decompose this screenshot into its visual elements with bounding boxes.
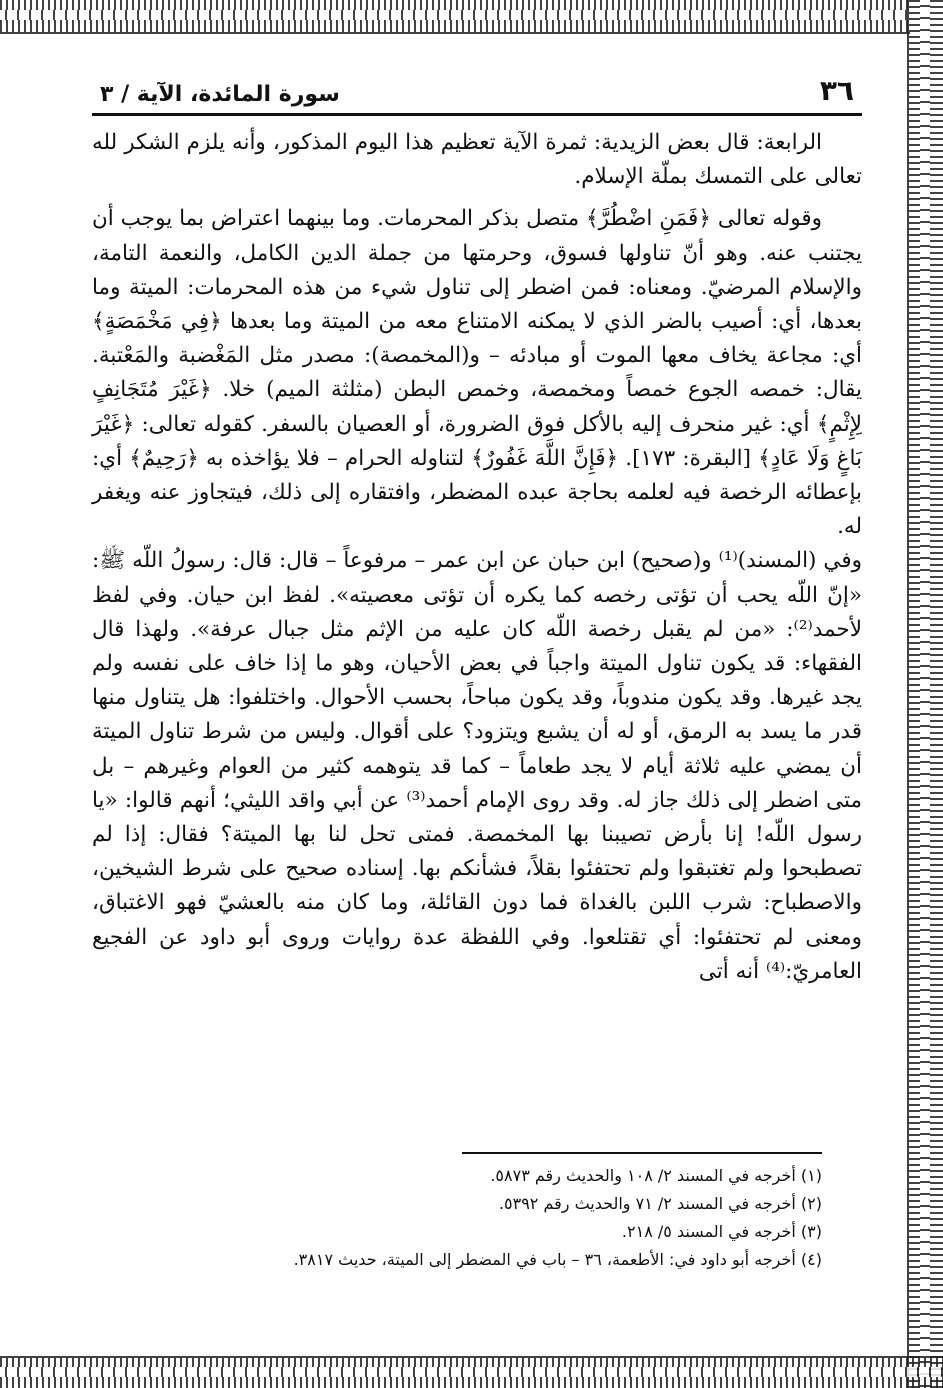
paragraph-2: وقوله تعالى ﴿فَمَنِ اضْطُرَّ﴾ متصل بذكر المحرمات. وما بينهما اعتراض بما يوجب أن يجتنب عنه. وهو أنّ تناولها فسوق، وحرمتها من جملة الدين الكامل، والنعمة التامة، والإسلام المرضيّ. ومعناه: فمن اضطر إلى تناول شيء من هذه المحرمات: الميتة وما بعدها، أي: أصيب بالضر الذي لا يمكنه الامتناع معه من الميتة وما بعدها ﴿فِي مَخْمَصَةٍ﴾ أي: مجاعة يخاف معها الموت أو مبادئه – و(المخمصة): مصدر مثل المَغْضبة والمَعْتبة. يقال: خمصه الجوع خمصاً ومخمصة، وخمص البطن (مثلثة الميم) خلا. ﴿غَيْرَ مُتَجَانِفٍ لِإِثْمٍ﴾ أي: غير منحرف إليه بالأكل فوق الضرورة، أو العصيان بالسفر. كقوله تعالى: ﴿غَيْرَ بَاغٍ وَلَا عَادٍ﴾ [البقرة: ١٧٣]. ﴿فَإِنَّ اللَّهَ غَفُورٌ﴾ لتناوله الحرام – فلا يؤاخذه به ﴿رَحِيمٌ﴾ أي: بإعطائه الرخصة فيه لعلمه بحاجة عبده المضطر، وافتقاره إلى ذلك، فيتجاوز عنه ويغفر له.: [92, 206, 862, 540]
paragraph-3: وفي (المسند)⁽¹⁾ و(صحيح) ابن حبان عن ابن عمر – مرفوعاً – قال: قال: رسولُ اللّه ﷺ: «إنّ اللّه يحب أن تؤتى رخصه كما يكره أن تؤتى معصيته». لفظ ابن حيان. وفي لفظ لأحمد⁽²⁾: «من لم يقبل رخصة اللّه كان عليه من الإثم مثل جبال عرفة». ولهذا قال الفقهاء: قد يكون تناول الميتة واجباً في بعض الأحيان، وهو ما إذا خاف على نفسه ولم يجد غيرها. وقد يكون مندوباً، وقد يكون مباحاً، بحسب الأحوال. واختلفوا: هل يتناول منها قدر ما يسد به الرمق، أو له أن يشبع ويتزود؟ على أقوال. وليس من شرط تناول الميتة أن يمضي عليه ثلاثة أيام لا يجد طعاماً – كما قد يتوهمه كثير من العوام وغيرهم – بل متى اضطر إلى ذلك جاز له. وقد روى الإمام أحمد⁽³⁾ عن أبي واقد الليثي؛ أنهم قالوا: «يا رسول اللّه! إنا بأرض تصيبنا بها المخمصة. فمتى تحل لنا بها الميتة؟ فقال: إذا لم تصطبحوا ولم تغتبقوا ولم تحتفئوا بقلاً، فشأنكم بها. إسناده صحيح على شرط الشيخين، والاصطباح: شرب اللبن بالغداة فما دون القائلة، وما كان منه بالعشيّ فهو الاغتباق، ومعنى لم تحتفئوا: أي تقتلعوا. وفي اللفظة عدة روايات وروى أبو داود عن الفجيع العامريّ:⁽⁴⁾ أنه أتى: [92, 548, 862, 984]
page-number: ٣٦: [819, 74, 854, 107]
ornamental-border-bottom: [0, 1356, 943, 1388]
footnote-separator: [462, 1152, 822, 1154]
footnote-1: (١) أخرجه في المسند ٢/ ١٠٨ والحديث رقم ٥٨٧٣.: [490, 1166, 822, 1185]
footnotes: [92, 1152, 862, 1274]
ornamental-border-right: [907, 0, 943, 1388]
paragraph-1: الرابعة: قال بعض الزيدية: ثمرة الآية تعظيم هذا اليوم المذكور، وأنه يلزم الشكر لله تعالى على التمسك بملّة الإسلام.: [92, 130, 862, 190]
ornamental-border-top: [0, 0, 910, 34]
footnote-3: (٣) أخرجه في المسند ٥/ ٢١٨.: [621, 1222, 822, 1241]
body-text: [92, 126, 862, 989]
page-header: [92, 70, 862, 116]
footnote-2: (٢) أخرجه في المسند ٢/ ٧١ والحديث رقم ٥٣٩٢.: [498, 1194, 822, 1213]
page: [92, 70, 862, 1269]
running-title: سورة المائدة، الآية / ٣: [100, 82, 340, 107]
footnote-4: (٤) أخرجه أبو داود في: الأطعمة، ٣٦ – باب في المضطر إلى الميتة، حديث ٣٨١٧.: [293, 1250, 822, 1269]
